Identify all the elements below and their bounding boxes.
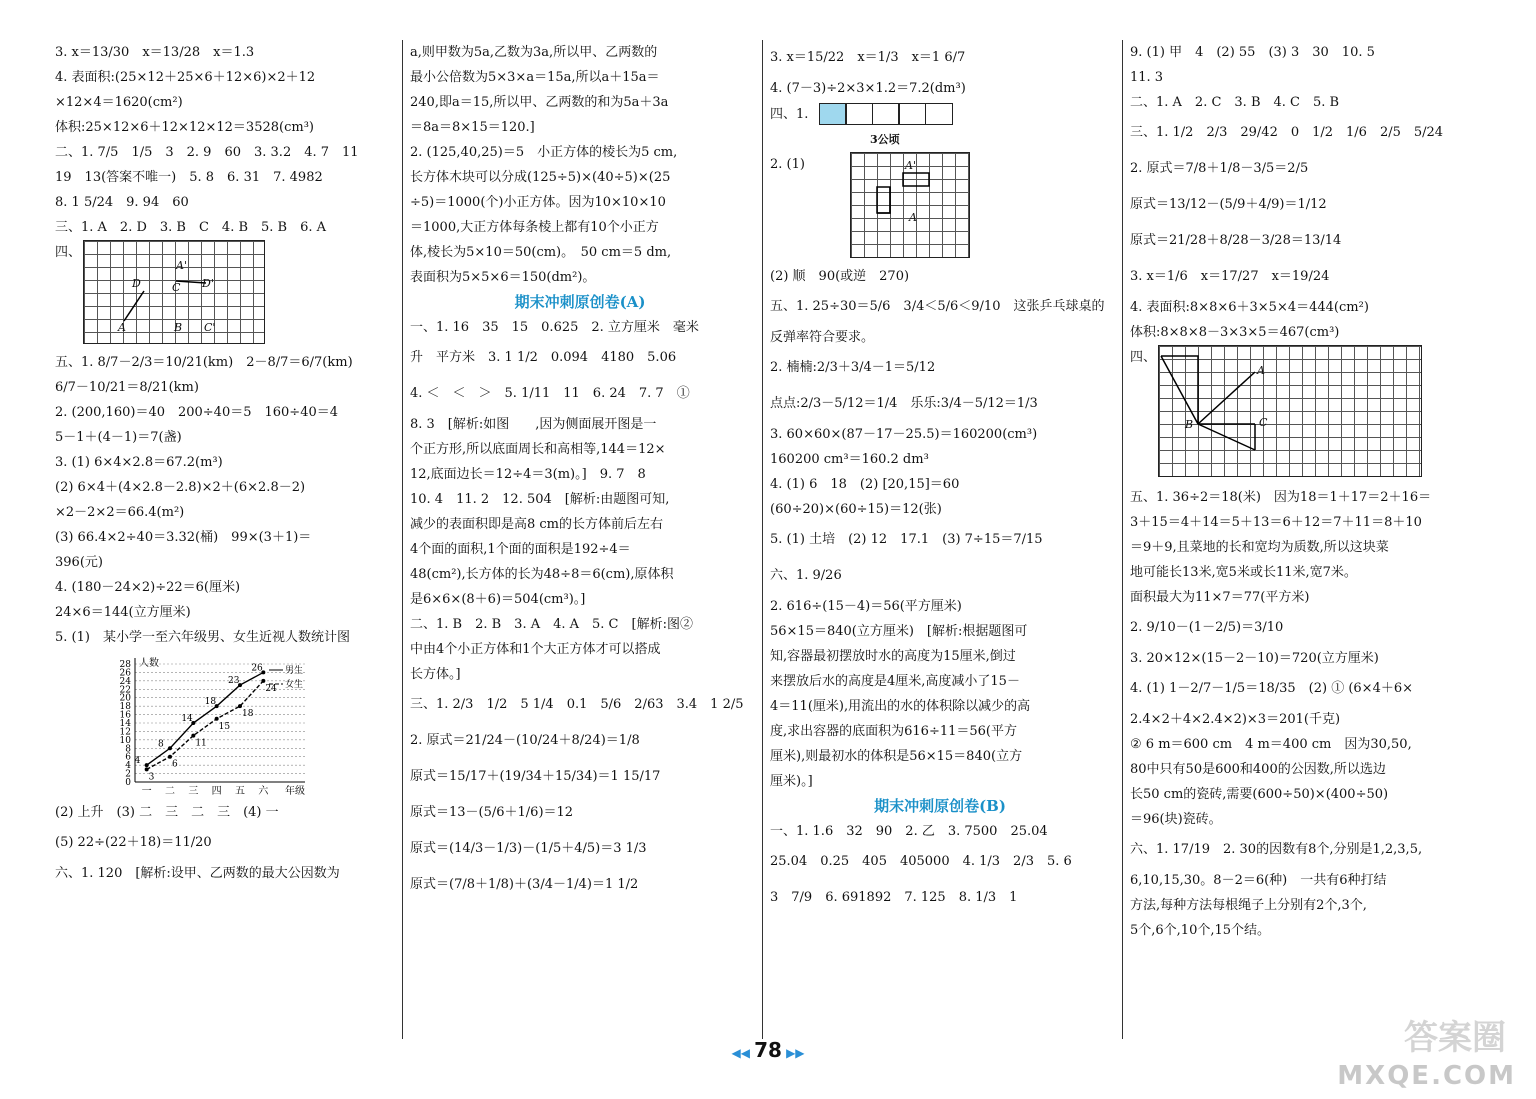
data-point: [191, 734, 195, 738]
answer-line: ×2－2×2＝66.4(m²): [55, 505, 185, 520]
point-label: A: [118, 321, 126, 334]
legend-label: 女生: [285, 680, 304, 690]
answer-line: 24×6＝144(立方厘米): [55, 605, 191, 620]
answer-line: 方法,每种方法每根绳子上分别有2个,3个,: [1130, 898, 1367, 913]
y-tick-label: 22: [119, 685, 131, 696]
answer-line: 原式＝13/12－(5/9＋4/9)＝1/12: [1130, 197, 1327, 212]
y-tick-label: 0: [125, 778, 131, 788]
data-point: [145, 763, 149, 767]
y-tick-label: 16: [119, 710, 131, 721]
answer-line: 2. 9/10－(1－2/5)＝3/10: [1130, 620, 1284, 635]
x-tick-label: 五: [235, 786, 245, 797]
answer-line: 度,求出容器的底面积为616÷11＝56(平方: [770, 724, 1017, 739]
point-label: C: [1259, 416, 1268, 429]
y-tick-label: 24: [119, 676, 131, 687]
answer-line: 五、1. 8/7－2/3＝10/21(km) 2－8/7＝6/7(km): [55, 355, 353, 370]
answer-line: 4. (180－24×2)÷22＝6(厘米): [55, 580, 241, 595]
page-footer: [0, 1038, 1536, 1062]
answer-line: 五、1. 36÷2＝18(米) 因为18＝1＋17＝2＋16＝: [1130, 490, 1432, 505]
answer-line: (3) 66.4×2÷40＝3.32(桶) 99×(3＋1)＝: [55, 530, 312, 545]
answer-line: 来摆放后水的高度是4厘米,高度减小了15－: [770, 674, 1020, 689]
answer-line: (2) 顺 90(或逆 270): [770, 269, 910, 284]
point-label: A': [176, 259, 187, 272]
y-tick-label: 8: [125, 744, 131, 755]
answer-line: 2. 原式＝21/24－(10/24＋8/24)＝1/8: [410, 733, 640, 748]
answer-line: 240,即a＝15,所以甲、乙两数的和为5a＋3a: [410, 95, 669, 110]
answer-line: 4. (7－3)÷2×3×1.2＝7.2(dm³): [770, 81, 966, 96]
answer-line: 表面积为5×5×6＝150(dm²)。: [410, 270, 596, 285]
next-arrow-icon: ▶▶: [786, 1046, 805, 1060]
answer-line: 体,棱长为5×10＝50(cm)。 50 cm＝5 dm,: [410, 245, 672, 260]
answer-line: 4. 表面积:(25×12＋25×6＋12×6)×2＋12: [55, 70, 316, 85]
grid-figure-3: [770, 152, 1110, 264]
answer-line: 4. (1) 1－2/7－1/5＝18/35 (2) ① (6×4＋6×: [1130, 681, 1414, 696]
answer-line: 2. 楠楠:2/3＋3/4－1＝5/12: [770, 360, 936, 375]
answer-line: ＝1000,大正方体每条棱上都有10个小正方: [410, 220, 659, 235]
line-chart-svg: [55, 650, 315, 800]
answer-line: 160200 cm³＝160.2 dm³: [770, 452, 929, 467]
answer-line: 反弹率符合要求。: [770, 330, 875, 345]
answer-line: (2) 上升 (3) 二 三 二 三 (4) 一: [55, 805, 279, 820]
data-label: 11: [195, 738, 207, 749]
series-line: [147, 681, 264, 770]
point-label: C': [204, 321, 216, 334]
answer-line: 8. 3 [解析:如图 ,因为侧面展开图是一: [410, 417, 657, 432]
answer-line: 4. 表面积:8×8×6＋3×5×4＝444(cm²): [1130, 300, 1369, 315]
data-label: 3: [148, 772, 155, 783]
answer-line: 四、: [55, 245, 82, 260]
line-chart: [55, 650, 395, 800]
grid-drawing: [1158, 345, 1422, 477]
answer-line: 5－1＋(4－1)＝7(盏): [55, 430, 182, 445]
column-2: [410, 40, 750, 1039]
data-label: 18: [204, 697, 217, 708]
answer-line: 8. 1 5/24 9. 94 60: [55, 195, 189, 210]
answer-line: 4. (1) 6 18 (2) [20,15]＝60: [770, 477, 960, 492]
answer-line: 一、1. 1.6 32 90 2. 乙 3. 7500 25.04: [770, 824, 1048, 839]
answer-line: 4. ＜ ＜ ＞ 5. 1/11 11 6. 24 7. 7 ①: [410, 386, 690, 401]
answer-line: (5) 22÷(22＋18)＝11/20: [55, 835, 212, 850]
answer-line: ＝9＋9,且菜地的长和宽均为质数,所以这块菜: [1130, 540, 1389, 555]
section-heading: 期末冲刺原创卷(B): [874, 797, 1006, 815]
answer-line: 3. 60×60×(87－17－25.5)＝160200(cm³): [770, 427, 1038, 442]
answer-line: ＝96(块)瓷砖。: [1130, 812, 1222, 827]
answer-line: 原式＝21/28＋8/28－3/28＝13/14: [1130, 233, 1342, 248]
point-label: A: [1257, 364, 1265, 377]
y-axis-label: 人数: [139, 658, 159, 669]
y-tick-label: 10: [119, 735, 131, 746]
answer-line: 25.04 0.25 405 405000 4. 1/3 2/3 5. 6: [770, 854, 1072, 869]
answer-line: 原式＝15/17＋(19/34＋15/34)＝1 15/17: [410, 769, 661, 784]
answer-line: 减少的表面积即是高8 cm的长方体前后左右: [410, 517, 664, 532]
x-tick-label: 三: [188, 786, 199, 797]
answer-line: 原式＝(7/8＋1/8)＋(3/4－1/4)＝1 1/2: [410, 877, 639, 892]
data-point: [215, 717, 219, 721]
answer-line: 个正方形,所以底面周长和高相等,144＝12×: [410, 442, 666, 457]
answer-line: 2. (1): [770, 157, 805, 172]
x-tick-label: 四: [211, 786, 222, 797]
y-tick-label: 18: [119, 702, 131, 713]
answer-line: 体积:8×8×8－3×3×5＝467(cm³): [1130, 325, 1340, 340]
answer-line: 9. (1) 甲 4 (2) 55 (3) 3 30 10. 5: [1130, 45, 1375, 60]
x-tick-label: 二: [165, 786, 175, 797]
answer-line: 二、1. B 2. B 3. A 4. A 5. C [解析:图②: [410, 617, 693, 632]
point-label: D: [132, 277, 141, 290]
answer-line: 3. (1) 6×4×2.8＝67.2(m³): [55, 455, 223, 470]
answer-line: 是6×6×(8＋6)＝504(cm³)。]: [410, 592, 586, 607]
data-label: 6: [172, 759, 178, 770]
answer-line: 厘米)。]: [770, 774, 813, 789]
answer-line: 5. (1) 土培 (2) 12 17.1 (3) 7÷15＝7/15: [770, 532, 1043, 547]
answer-line: 四、: [1130, 350, 1157, 365]
y-tick-label: 26: [119, 668, 131, 679]
y-tick-label: 14: [119, 719, 131, 729]
answer-line: a,则甲数为5a,乙数为3a,所以甲、乙两数的: [410, 45, 658, 60]
answer-line: 19 13(答案不唯一) 5. 8 6. 31 7. 4982: [55, 170, 323, 185]
answer-line: 4个面的面积,1个面的面积是192÷4＝: [410, 542, 631, 557]
answer-line: 厘米),则最初水的体积是56×15＝840(立方: [770, 749, 1023, 764]
y-tick-label: 2: [125, 769, 131, 780]
point-label: B: [174, 321, 183, 334]
x-tick-label: 六: [258, 786, 269, 797]
y-tick-label: 20: [119, 693, 131, 704]
answer-line: 6,10,15,30。8－2＝6(种) 一共有6种打结: [1130, 873, 1387, 888]
answer-line: 2. 616÷(15－4)＝56(平方厘米): [770, 599, 962, 614]
answer-line: 三、1. 2/3 1/2 5 1/4 0.1 5/6 2/63 3.4 1 2/5: [410, 697, 744, 712]
x-axis-label: 年级: [285, 786, 305, 797]
data-label: 26: [251, 663, 263, 674]
answer-line: 原式＝(14/3－1/3)－(1/5＋4/5)＝3 1/3: [410, 841, 647, 856]
answer-line: 48(cm²),长方体的长为48÷8＝6(cm),原体积: [410, 567, 674, 582]
data-label: 14: [181, 714, 193, 724]
grid-drawing: [850, 152, 970, 258]
strip-figure: [770, 101, 1110, 127]
point-label: C: [172, 281, 181, 294]
data-label: 8: [158, 739, 164, 750]
answer-line: 2. (200,160)＝40 200÷40＝5 160÷40＝4: [55, 405, 339, 420]
answer-line: 2. 原式＝7/8＋1/8－3/5＝2/5: [1130, 161, 1309, 176]
answer-line: ×12×4＝1620(cm²): [55, 95, 183, 110]
data-label: 18: [242, 709, 254, 720]
point-label: D': [202, 277, 214, 290]
answer-line: ② 6 m＝600 cm 4 m＝400 cm 因为30,50,: [1130, 737, 1412, 752]
answer-line: 3. 20×12×(15－2－10)＝720(立方厘米): [1130, 651, 1379, 666]
answer-line: 六、1. 17/19 2. 30的因数有8个,分别是1,2,3,5,: [1130, 842, 1423, 857]
answer-line: 5个,6个,10个,15个结。: [1130, 923, 1271, 938]
watermark-logo: 答案圈: [1404, 1018, 1506, 1058]
answer-line: 5. (1) 某小学一至六年级男、女生近视人数统计图: [55, 630, 350, 645]
answer-line: 12,底面边长＝12÷4＝3(m)。] 9. 7 8: [410, 467, 646, 482]
data-label: 4: [134, 756, 141, 767]
data-point: [145, 767, 149, 771]
grid-drawing: [83, 240, 265, 344]
answer-line: 一、1. 16 35 15 0.625 2. 立方厘米 毫米: [410, 320, 699, 335]
answer-line: 二、1. A 2. C 3. B 4. C 5. B: [1130, 95, 1340, 110]
answer-line: (60÷20)×(60÷15)＝12(张): [770, 502, 942, 517]
answer-line: 地可能长13米,宽5米或长11米,宽7米。: [1130, 565, 1357, 580]
answer-line: 面积最大为11×7＝77(平方米): [1130, 590, 1310, 605]
grid-figure-1: [55, 240, 395, 350]
answer-line: ＝8a＝8×15＝120.]: [410, 120, 535, 135]
answer-line: 五、1. 25÷30＝5/6 3/4＜5/6＜9/10 这张乒乓球桌的: [770, 299, 1105, 314]
point-label: A': [905, 159, 916, 172]
answer-line: 396(元): [55, 555, 103, 570]
answer-line: 点点:2/3－5/12＝1/4 乐乐:3/4－5/12＝1/3: [770, 396, 1038, 411]
grid-figure-4: [1130, 345, 1470, 485]
data-point: [168, 755, 172, 759]
answer-line: 中由4个小正方体和1个大正方体才可以搭成: [410, 642, 661, 657]
x-tick-label: 一: [141, 786, 152, 797]
data-label: 23: [228, 676, 240, 687]
answer-line: 原式＝13－(5/6＋1/6)＝12: [410, 805, 574, 820]
answer-line: 知,容器最初摆放时水的高度为15厘米,倒过: [770, 649, 1016, 664]
y-tick-label: 12: [119, 727, 131, 738]
answer-line: 四、1.: [770, 106, 809, 122]
data-label: 24: [265, 683, 277, 694]
strip-label: 3公顷: [870, 133, 900, 146]
section-heading: 期末冲刺原创卷(A): [514, 293, 646, 311]
answer-line: 三、1. 1/2 2/3 29/42 0 1/2 1/6 2/5 5/24: [1130, 125, 1444, 140]
y-tick-label: 6: [125, 752, 131, 763]
answer-line: 56×15＝840(立方厘米) [解析:根据题图可: [770, 624, 1028, 639]
answer-line: 二、1. 7/5 1/5 3 2. 9 60 3. 3.2 4. 7 11: [55, 145, 359, 160]
column-3: [770, 40, 1110, 1039]
answer-line: 2. (125,40,25)＝5 小正方体的棱长为5 cm,: [410, 145, 678, 160]
y-tick-label: 4: [125, 761, 131, 772]
area-strip: [820, 103, 953, 125]
answer-line: 11. 3: [1130, 70, 1164, 85]
data-point: [168, 746, 172, 750]
data-point: [238, 704, 242, 708]
answer-line: 长方体木块可以分成(125÷5)×(40÷5)×(25: [410, 170, 671, 185]
answer-line: 10. 4 11. 2 12. 504 [解析:由题图可知,: [410, 492, 670, 507]
answer-line: 三、1. A 2. D 3. B C 4. B 5. B 6. A: [55, 220, 327, 235]
data-point: [261, 679, 265, 683]
column-1: [55, 40, 395, 1039]
answer-line: 长50 cm的瓷砖,需要(600÷50)×(400÷50): [1130, 787, 1389, 802]
page-number: 78: [754, 1038, 782, 1062]
answer-line: ÷5)＝1000(个)小正方体。因为10×10×10: [410, 195, 666, 210]
legend-label: 男生: [285, 666, 304, 676]
answer-line: 80中只有50是600和400的公因数,所以选边: [1130, 762, 1386, 777]
answer-line: 6/7－10/21＝8/21(km): [55, 380, 199, 395]
answer-line: 升 平方米 3. 1 1/2 0.094 4180 5.06: [410, 350, 677, 365]
point-label: B: [1185, 418, 1194, 431]
answer-line: 3. x＝15/22 x＝1/3 x＝1 6/7: [770, 50, 966, 65]
answer-line: 4＝11(厘米),用流出的水的体积除以减少的高: [770, 699, 1031, 714]
answer-line: 长方体。]: [410, 667, 461, 682]
answer-line: 3. x＝1/6 x＝17/27 x＝19/24: [1130, 269, 1330, 284]
answer-line: 3. x＝13/30 x＝13/28 x＝1.3: [55, 45, 255, 60]
answer-line: 最小公倍数为5×3×a＝15a,所以a＋15a＝: [410, 70, 660, 85]
prev-arrow-icon: ◀◀: [731, 1046, 750, 1060]
answer-line: 体积:25×12×6＋12×12×12＝3528(cm³): [55, 120, 314, 135]
column-4: [1130, 40, 1470, 1039]
data-label: 15: [218, 721, 231, 732]
point-label: A: [909, 211, 917, 224]
watermark: MXQE.COM: [1337, 1061, 1516, 1091]
answer-line: 3 7/9 6. 691892 7. 125 8. 1/3 1: [770, 890, 1018, 905]
answer-line: 3＋15＝4＋14＝5＋13＝6＋12＝7＋11＝8＋10: [1130, 515, 1422, 530]
answer-line: 2.4×2＋4×2.4×2)×3＝201(千克): [1130, 712, 1341, 727]
answer-line: 六、1. 9/26: [770, 568, 842, 583]
y-tick-label: 28: [119, 660, 131, 670]
answer-line: (2) 6×4＋(4×2.8－2.8)×2＋(6×2.8－2): [55, 480, 306, 495]
answer-line: 六、1. 120 [解析:设甲、乙两数的最大公因数为: [55, 866, 340, 881]
